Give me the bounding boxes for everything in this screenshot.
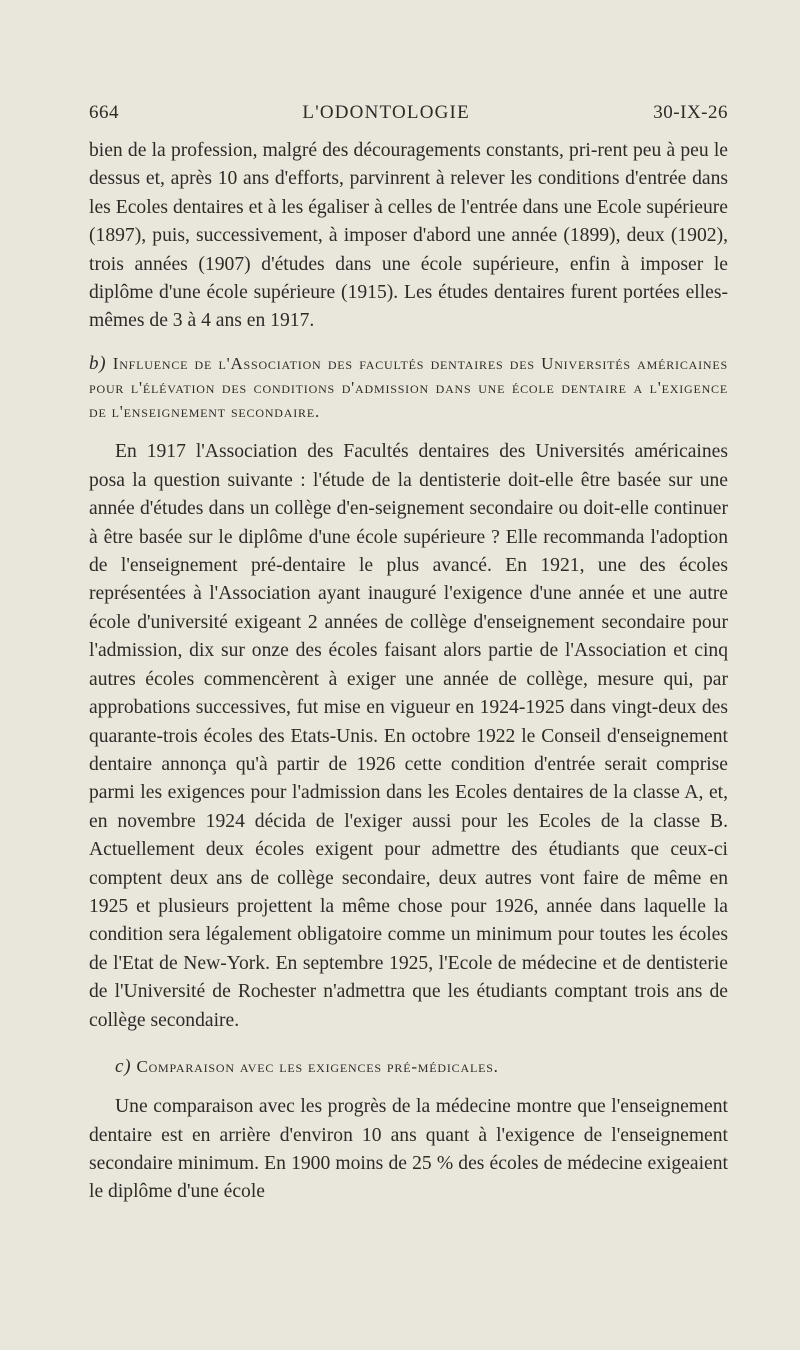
section-heading-b — [89, 352, 728, 425]
section-heading-c — [89, 1055, 728, 1079]
paragraph-association: En 1917 l'Association des Facultés dentaires des Universités américaines posa la question suivante : l'étude de la dentisterie doit-elle être basée sur une année d'études dans un collège d'en-seignement secondaire ou doit-elle continuer à être basée sur le diplôme d'une école supérieure ? Elle recommanda l'adoption de l'enseignement pré-dentaire le plus avancé. En 1921, une des écoles représentées à l'Association ayant inauguré l'exigence d'une année et une autre école d'université exigeant 2 années de collège d'enseignement secondaire pour l'admission, dix sur onze des écoles faisant alors partie de l'Association et cinq autres écoles commencèrent à exiger une année de collège, mesure qui, par approbations successives, fut mise en vigueur en 1924-1925 dans vingt-deux des quarante-trois écoles des Etats-Unis. En octobre 1922 le Conseil d'enseignement dentaire annonça qu'à partir de 1926 cette condition d'entrée serait comprise parmi les exigences pour l'admission dans les Ecoles dentaires de la classe A, et, en novembre 1924 décida de l'exiger aussi pour les Ecoles de la classe B. Actuellement deux écoles exigent pour admettre des étudiants que ceux-ci comptent deux ans de collège secondaire, deux autres vont faire de même en 1925 et plusieurs projettent la même chose pour 1926, année dans laquelle la condition sera légalement obligatoire comme un minimum pour toutes les écoles de l'Etat de New-York. En septembre 1925, l'Ecole de médecine et de dentisterie de l'Université de Rochester n'admettra que les étudiants comptant trois ans de collège secondaire. — [89, 441, 728, 1031]
running-header — [89, 102, 728, 124]
journal-title: L'ODONTOLOGIE — [302, 102, 470, 123]
section-title-b: Influence de l'Association des facultés dentaires des Universités américaines pour l'élévation des conditions d'admission dans une école dentaire a l'exigence de l'enseignement secondaire. — [89, 353, 728, 422]
paragraph-comparison: Une comparaison avec les progrès de la médecine montre que l'enseignement dentaire est en arrière d'environ 10 ans quant à l'exigence de l'enseignement secondaire minimum. En 1900 moins de 25 % des écoles de médecine exigeaient le diplôme d'une école — [89, 1096, 728, 1203]
section-letter-c: c) — [115, 1055, 132, 1077]
page-number: 664 — [89, 102, 119, 123]
issue-date: 30-IX-26 — [653, 102, 728, 123]
section-title-c: Comparaison avec les exigences pré-médicales. — [136, 1056, 499, 1076]
section-letter-b: b) — [89, 352, 107, 374]
paragraph-continuation: bien de la profession, malgré des découragements constants, pri-rent peu à peu le dessus et, après 10 ans d'efforts, parvinrent à relever les conditions d'entrée dans les Ecoles dentaires et à les égaliser à celles de l'entrée dans une Ecole supérieure (1897), puis, successivement, à imposer d'abord une année (1899), deux (1902), trois années (1907) d'études dans une école supérieure, enfin à imposer le diplôme d'une école supérieure (1915). Les études dentaires furent portées elles-mêmes de 3 à 4 ans en 1917. — [89, 140, 728, 332]
